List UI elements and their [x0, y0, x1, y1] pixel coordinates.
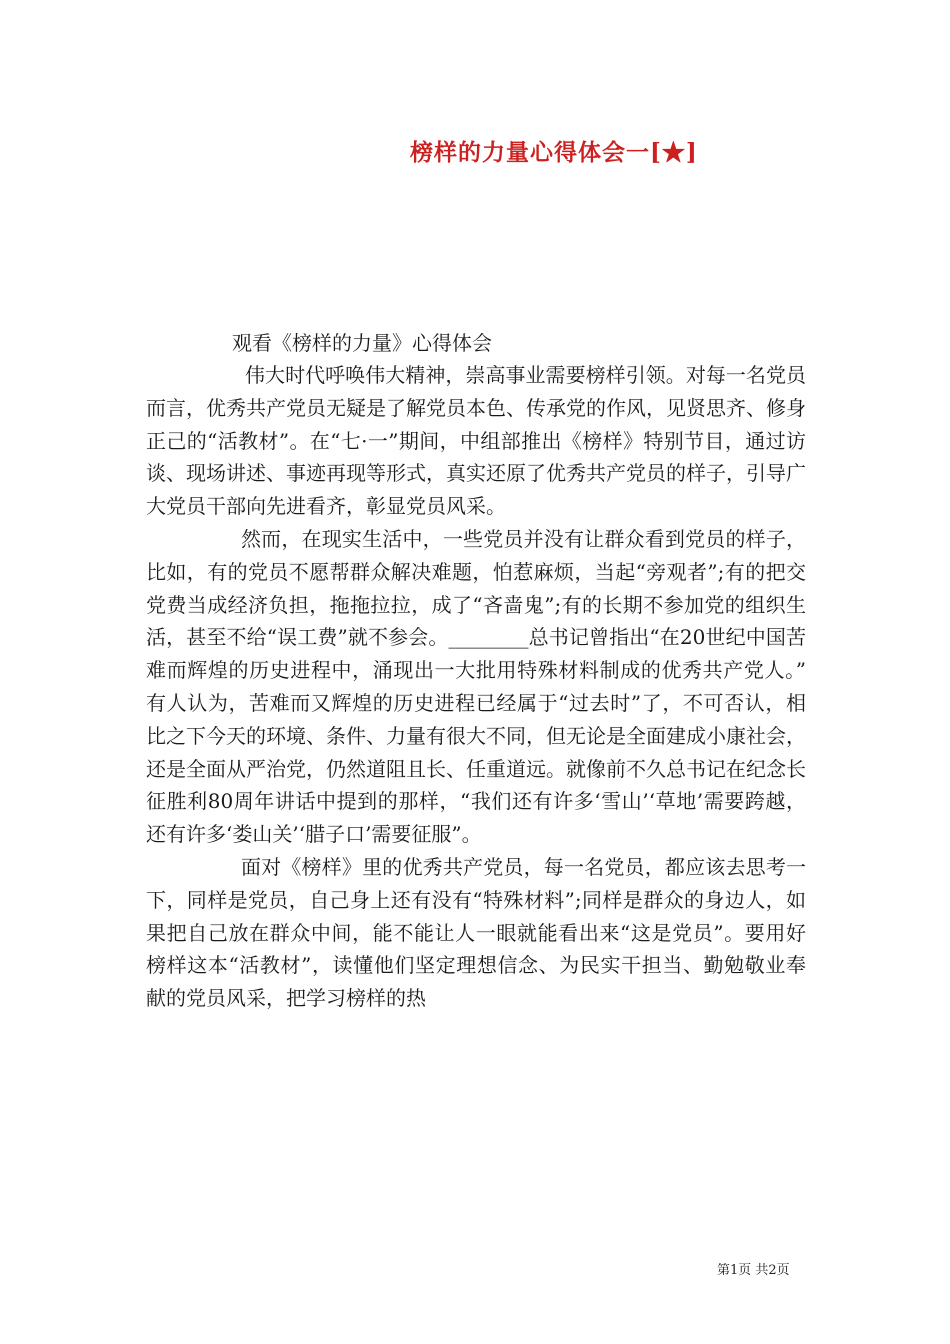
document-subtitle: 观看《榜样的力量》心得体会 — [232, 331, 492, 355]
paragraph: 然而，在现实生活中，一些党员并没有让群众看到党员的样子，比如，有的党员不愿帮群众解决难题，怕惹麻烦，当起“旁观者”;有的把交党费当成经济负担，拖拖拉拉，成了“吝啬鬼”;有的长期不参加党的组织生活，甚至不给“误工费”就不参会。________总书记曾指出“在20世纪中国苦难而辉煌的历史进程中，涌现出一大批用特殊材料制成的优秀共产党人。”有人认为，苦难而又辉煌的历史进程已经属于“过去时”了，不可否认，相比之下今天的环境、条件、力量有很大不同，但无论是全面建成小康社会，还是全面从严治党，仍然道阻且长、任重道远。就像前不久总书记在纪念长征胜利80周年讲话中提到的那样，“我们还有许多‘雪山’‘草地’需要跨越，还有许多‘娄山关’‘腊子口’需要征服”。 — [146, 526, 806, 847]
page-number-footer: 第1页 共2页 — [717, 1263, 790, 1278]
paragraph: 面对《榜样》里的优秀共产党员，每一名党员，都应该去思考一下，同样是党员，自己身上还有没有“特殊材料”;同样是群众的身边人，如果把自己放在群众中间，能不能让人一眼就能看出来“这是党员”。要用好榜样这本“活教材”，读懂他们坚定理想信念、为民实干担当、勤勉敬业奉献的党员风采，把学习榜样的热 — [146, 854, 806, 1011]
document-title: 榜样的力量心得体会一[★] — [410, 139, 698, 166]
paragraph: 伟大时代呼唤伟大精神，崇高事业需要榜样引领。对每一名党员而言，优秀共产党员无疑是了解党员本色、传承党的作风，见贤思齐、修身正己的“活教材”。在“七·一”期间，中组部推出《榜样》特别节目，通过访谈、现场讲述、事迹再现等形式，真实还原了优秀共产党员的样子，引导广大党员干部向先进看齐，彰显党员风采。 — [146, 363, 806, 519]
document-body — [146, 359, 806, 1015]
